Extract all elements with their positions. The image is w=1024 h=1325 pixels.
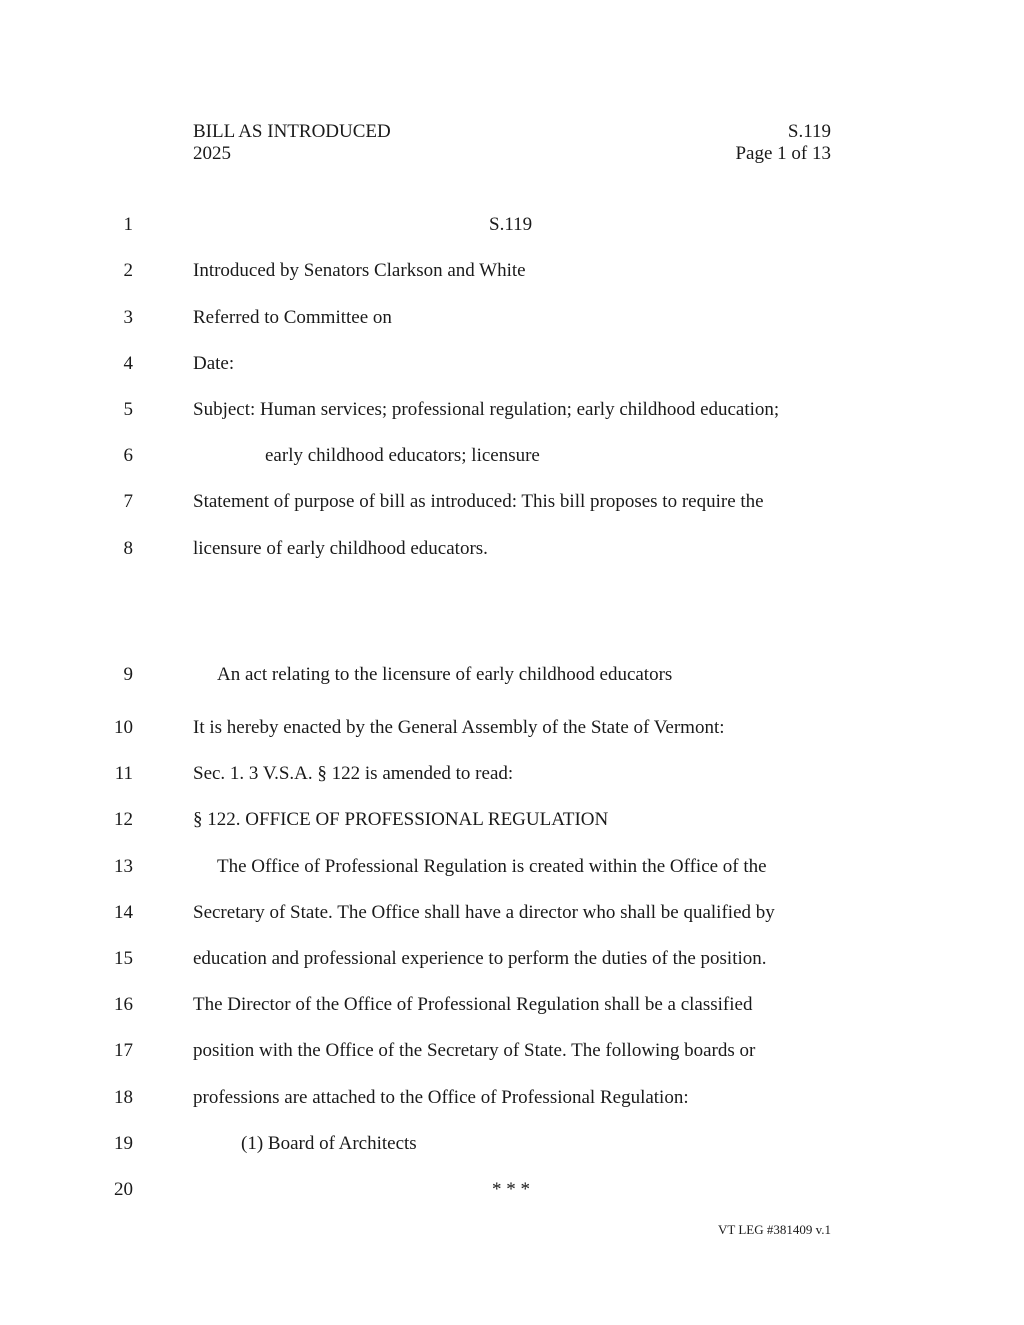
section-heading: Sec. 1. 3 V.S.A. § 122 is amended to read: — [193, 763, 514, 784]
enacting-clause: It is hereby enacted by the General Assembly of the State of Vermont: — [193, 717, 725, 738]
body-text: The Office of Professional Regulation is created within the Office of the — [217, 856, 767, 877]
line-number: 12 — [114, 809, 133, 830]
body-text: position with the Office of the Secretary of State. The following boards or — [193, 1040, 756, 1061]
line-number: 17 — [114, 1040, 133, 1061]
date-label: Date: — [193, 353, 235, 374]
header-right — [735, 121, 831, 165]
line-number: 16 — [114, 994, 133, 1015]
body-text: education and professional experience to perform the duties of the position. — [193, 948, 767, 969]
line-number: 6 — [123, 445, 133, 466]
line-number: 4 — [123, 353, 133, 374]
statement-continuation: licensure of early childhood educators. — [193, 538, 488, 559]
statute-heading: § 122. OFFICE OF PROFESSIONAL REGULATION — [193, 809, 609, 830]
line-number: 5 — [123, 399, 133, 420]
introduced-by: Introduced by Senators Clarkson and White — [193, 260, 526, 281]
referred-to: Referred to Committee on — [193, 307, 392, 328]
subject-continuation: early childhood educators; licensure — [265, 445, 540, 466]
bill-number: S.119 — [787, 121, 831, 142]
body-text: Secretary of State. The Office shall have a director who shall be qualified by — [193, 902, 775, 923]
line-number: 14 — [114, 902, 133, 923]
line-number: 11 — [114, 763, 133, 784]
line-number: 7 — [123, 491, 133, 512]
document-id: VT LEG #381409 v.1 — [717, 1222, 831, 1237]
bill-status: BILL AS INTRODUCED — [193, 121, 391, 142]
line-number: 20 — [114, 1179, 133, 1200]
line-number: 13 — [114, 856, 133, 877]
line-number: 19 — [114, 1133, 133, 1154]
list-item: (1) Board of Architects — [241, 1133, 417, 1154]
line-number: 18 — [114, 1087, 133, 1108]
body-text: The Director of the Office of Professional Regulation shall be a classified — [193, 994, 753, 1015]
line-number: 10 — [114, 717, 133, 738]
omission-marker: * * * — [492, 1179, 530, 1200]
line-number: 2 — [123, 260, 133, 281]
line-number: 8 — [123, 538, 133, 559]
subject-line: Subject: Human services; professional regulation; early childhood education; — [193, 399, 780, 420]
line-number: 1 — [123, 214, 133, 235]
bill-year: 2025 — [193, 143, 231, 164]
page-indicator: Page 1 of 13 — [735, 143, 831, 164]
body-text: professions are attached to the Office of Professional Regulation: — [193, 1087, 689, 1108]
statement-of-purpose: Statement of purpose of bill as introduced: This bill proposes to require the — [193, 491, 764, 512]
line-number: 15 — [114, 948, 133, 969]
header-left — [193, 121, 391, 165]
bill-title-number: S.119 — [489, 214, 533, 235]
line-number: 9 — [123, 664, 133, 685]
act-title: An act relating to the licensure of early childhood educators — [217, 664, 673, 685]
line-number: 3 — [123, 307, 133, 328]
